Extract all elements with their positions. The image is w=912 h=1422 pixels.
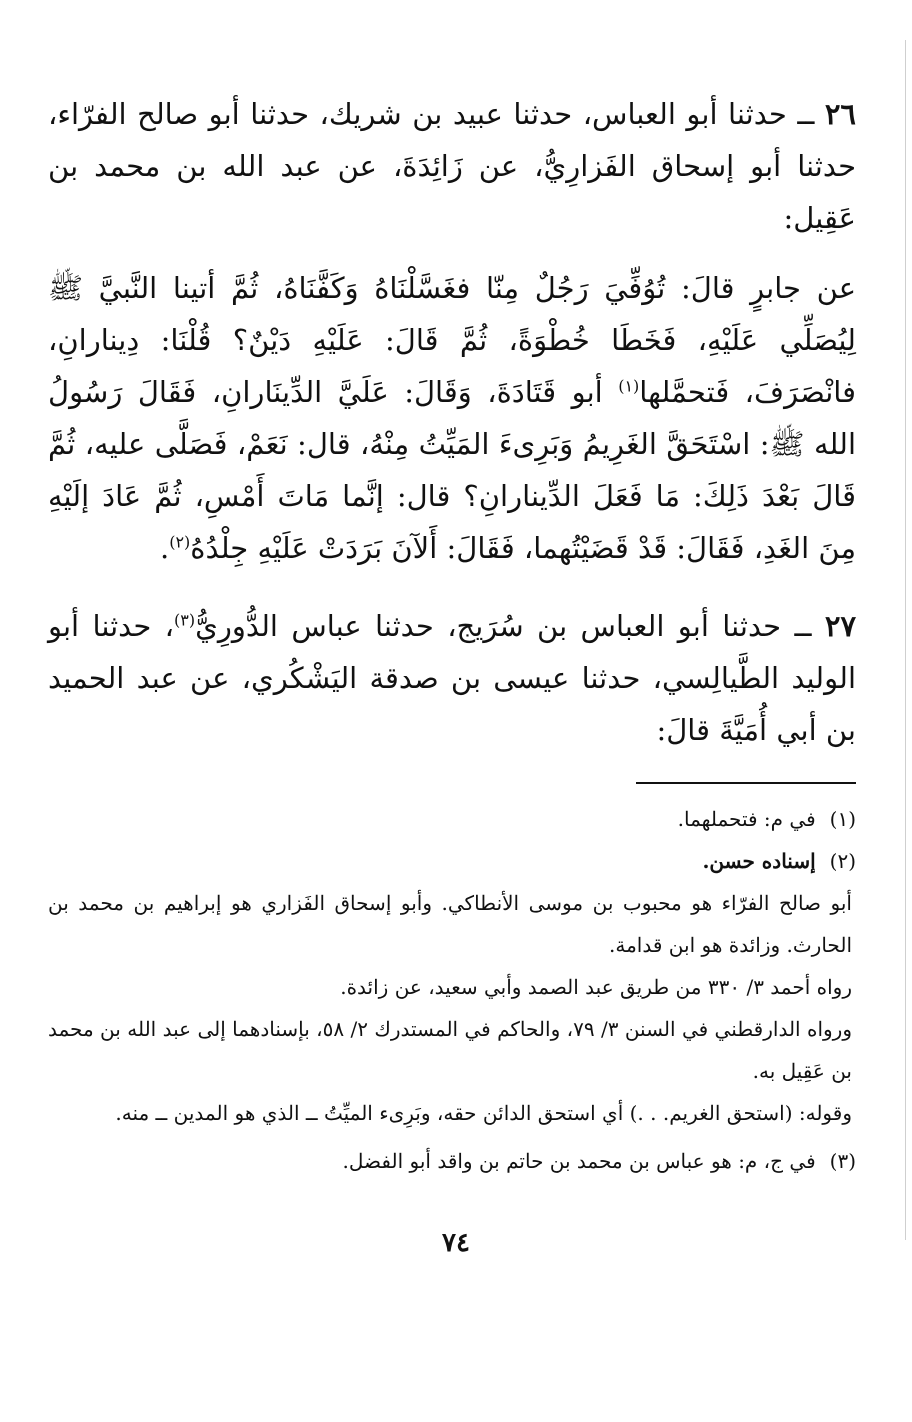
book-page: [48, 78, 856, 1182]
footnote-2-text: إسناده حسن.: [702, 849, 816, 873]
footnote-separator: [636, 782, 856, 784]
hadith-26-isnad: [48, 88, 856, 244]
footnote-1: [48, 798, 856, 840]
footnote-2-number: (٢): [829, 849, 856, 873]
hadith-26-isnad-text: ــ حدثنا أبو العباس، حدثنا عبيد بن شريك، حدثنا أبو صالح الفرّاء، حدثنا أبو إسحاق الفَزارِيُّ، عن زَائِدَةَ، عن عبد الله بن محمد بن عَقِيل:: [48, 97, 856, 235]
hadith-27-isnad-part1: ــ حدثنا أبو العباس بن سُرَيج، حدثنا عباس الدُّورِيُّ: [195, 609, 812, 643]
hadith-26-matn-part1: عن جابرٍ قالَ: تُوُفِّيَ رَجُلٌ مِنّا فغَسَّلْنَاهُ وَكَفَّنَاهُ، ثُمَّ أتينا النَّبيَّ ﷺ لِيُصَلِّي عَلَيْهِ، فَخَطَا خُطْوَةً، ثُمَّ قَالَ: عَلَيْهِ دَيْنٌ؟ قُلْنَا: دِينارانِ، فانْصَرَفَ، فَتحمَّلها: [48, 271, 856, 409]
footnote-1-text: في م: فتحملهما.: [677, 807, 816, 831]
hadith-26-matn-end: .: [159, 531, 170, 565]
hadith-26-number: ٢٦: [824, 97, 856, 131]
footnote-ref-3: (٣): [174, 610, 196, 630]
footnote-separator-wrap: [48, 756, 856, 798]
footnote-3-number: (٣): [829, 1149, 856, 1173]
footnote-2-note: وقوله: (استحق الغريم. . .) أي استحق الدائن حقه، وبَرِىء الميِّتُ ــ الذي هو المدين ــ منه.: [115, 1101, 852, 1125]
hadith-27-isnad-part2: ، حدثنا أبو الوليد الطَّيالِسي، حدثنا عيسى بن صدقة اليَشْكُري، عن عبد الحميد بن أبي أُمَيَّةَ قالَ:: [48, 609, 856, 747]
footnote-2-note: أبو صالح الفرّاء هو محبوب بن موسى الأنطاكي. وأبو إسحاق الفَزاري هو إبراهيم بن محمد بن الحارث. وزائدة هو ابن قدامة.: [48, 891, 852, 957]
hadith-26-matn-part2: أبو قَتَادَةَ، وَقَالَ: عَلَيَّ الدِّينَارانِ، فَقَالَ رَسُولُ الله ﷺ: اسْتَحَقَّ الغَرِيمُ وَبَرِىءَ المَيِّتُ مِنْهُ، قال: نَعَمْ، فَصَلَّى عليه، ثُمَّ قَالَ بَعْدَ ذَلِكَ: مَا فَعَلَ الدِّينارانِ؟ قال: إنَّما مَاتَ أَمْسِ، ثُمَّ عَادَ إلَيْهِ مِنَ الغَدِ، فَقَالَ: قَدْ قَضَيْتُهما، فَقَالَ: أَلآنَ بَرَدَتْ عَلَيْهِ جِلْدُهُ: [48, 375, 856, 565]
footnote-2-note: ورواه الدارقطني في السنن ٣/ ٧٩، والحاكم في المستدرك ٢/ ٥٨، بإسنادهما إلى عبد الله بن محمد بن عَقِيل به.: [48, 1017, 852, 1083]
footnote-3-text: في ج، م: هو عباس بن محمد بن حاتم بن واقد أبو الفضل.: [342, 1149, 816, 1173]
footnotes: [48, 798, 856, 1182]
footnote-2-note: رواه أحمد ٣/ ٣٣٠ من طريق عبد الصمد وأبي سعيد، عن زائدة.: [340, 975, 852, 999]
page-number: ٧٤: [442, 1228, 470, 1258]
footnote-ref-1: (١): [618, 376, 640, 396]
footnote-3: [48, 1140, 856, 1182]
hadith-27-isnad: [48, 600, 856, 756]
footnote-ref-2: (٢): [169, 532, 191, 552]
hadith-26-matn: [48, 262, 856, 574]
hadith-27-number: ٢٧: [824, 609, 857, 643]
footnote-2: [48, 840, 856, 882]
page-edge-line: [905, 40, 906, 1240]
footnote-1-number: (١): [829, 807, 856, 831]
